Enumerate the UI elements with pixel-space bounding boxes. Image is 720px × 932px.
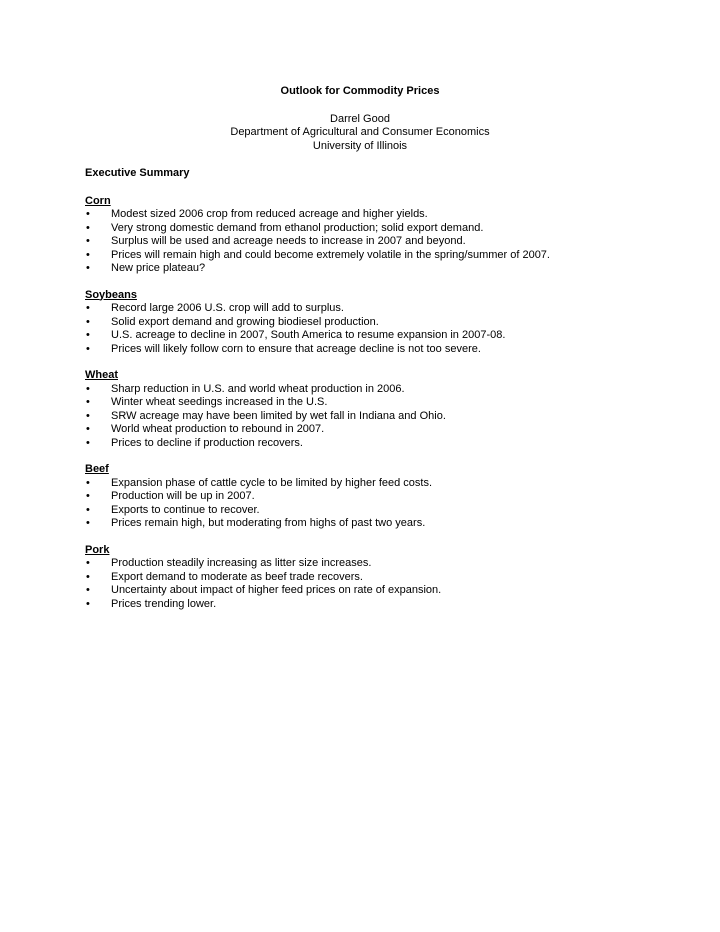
list-item [85, 208, 645, 222]
bullet-text: Prices trending lower. [111, 597, 217, 610]
bullet-icon: • [86, 597, 90, 610]
bullet-icon: • [86, 476, 90, 489]
bullet-icon: • [86, 235, 90, 247]
section-soybeans [85, 289, 645, 357]
bullet-text: Modest sized 2006 crop from reduced acreage and higher yields. [111, 208, 428, 220]
bullet-text: Expansion phase of cattle cycle to be limited by higher feed costs. [111, 476, 433, 489]
bullet-icon: • [86, 503, 90, 516]
bullet-text: Solid export demand and growing biodiesel production. [111, 315, 379, 328]
bullet-list-beef [85, 477, 645, 531]
sections-container [85, 195, 645, 612]
bullet-list-soybeans [85, 302, 645, 356]
section-wheat [85, 369, 645, 450]
list-item [85, 557, 645, 571]
section-heading-soybeans: Soybeans [85, 288, 137, 301]
document-body [85, 167, 645, 624]
bullet-icon: • [86, 570, 90, 583]
list-item [85, 343, 645, 357]
list-item [85, 598, 645, 612]
bullet-list-corn [85, 208, 645, 276]
bullet-icon: • [86, 396, 90, 408]
section-heading-pork: Pork [85, 543, 110, 556]
list-item [85, 396, 645, 410]
list-item [85, 584, 645, 598]
list-item [85, 571, 645, 585]
section-pork [85, 544, 645, 612]
bullet-text: Export demand to moderate as beef trade recovers. [111, 570, 363, 583]
list-item [85, 504, 645, 518]
bullet-icon: • [86, 490, 90, 502]
bullet-text: Record large 2006 U.S. crop will add to surplus. [111, 302, 344, 314]
bullet-text: U.S. acreage to decline in 2007, South America to resume expansion in 2007-08. [111, 329, 506, 341]
list-item [85, 329, 645, 343]
list-item [85, 517, 645, 531]
bullet-icon: • [86, 315, 90, 328]
author-name: Darrel Good [330, 112, 390, 125]
bullet-text: Very strong domestic demand from ethanol production; solid export demand. [111, 221, 484, 234]
bullet-list-pork [85, 557, 645, 611]
bullet-text: SRW acreage may have been limited by wet fall in Indiana and Ohio. [111, 409, 446, 422]
executive-summary-heading: Executive Summary [85, 167, 190, 179]
bullet-text: Prices remain high, but moderating from highs of past two years. [111, 517, 426, 529]
section-beef [85, 463, 645, 531]
bullet-icon: • [86, 409, 90, 422]
list-item [85, 490, 645, 504]
bullet-icon: • [86, 262, 90, 274]
bullet-text: Prices will likely follow corn to ensure that acreage decline is not too severe. [111, 342, 481, 355]
list-item [85, 222, 645, 236]
bullet-text: Production steadily increasing as litter size increases. [111, 557, 372, 569]
bullet-icon: • [86, 342, 90, 355]
section-corn [85, 195, 645, 276]
bullet-icon: • [86, 329, 90, 341]
bullet-text: Prices will remain high and could become extremely volatile in the spring/summer of 2007. [111, 248, 550, 261]
list-item [85, 235, 645, 249]
list-item [85, 262, 645, 276]
bullet-icon: • [86, 208, 90, 220]
list-item [85, 316, 645, 330]
author-department: Department of Agricultural and Consumer Economics [230, 126, 490, 138]
list-item [85, 437, 645, 451]
list-item [85, 477, 645, 491]
bullet-icon: • [86, 221, 90, 234]
bullet-icon: • [86, 557, 90, 569]
bullet-text: Sharp reduction in U.S. and world wheat production in 2006. [111, 382, 405, 395]
bullet-icon: • [86, 436, 90, 449]
list-item [85, 249, 645, 263]
list-item [85, 383, 645, 397]
bullet-icon: • [86, 248, 90, 261]
bullet-icon: • [86, 423, 90, 435]
document-header [0, 85, 720, 153]
bullet-text: Production will be up in 2007. [111, 490, 255, 502]
bullet-text: Winter wheat seedings increased in the U.S. [111, 396, 328, 408]
bullet-text: World wheat production to rebound in 2007. [111, 423, 325, 435]
bullet-text: Uncertainty about impact of higher feed prices on rate of expansion. [111, 584, 442, 596]
bullet-text: Prices to decline if production recovers. [111, 436, 303, 449]
bullet-text: Surplus will be used and acreage needs to increase in 2007 and beyond. [111, 235, 466, 247]
bullet-icon: • [86, 517, 90, 529]
bullet-text: New price plateau? [111, 262, 206, 274]
bullet-text: Exports to continue to recover. [111, 503, 260, 516]
document-title: Outlook for Commodity Prices [280, 85, 440, 97]
bullet-icon: • [86, 584, 90, 596]
list-item [85, 423, 645, 437]
bullet-icon: • [86, 302, 90, 314]
section-heading-wheat: Wheat [85, 369, 118, 381]
section-heading-beef: Beef [85, 463, 109, 475]
bullet-list-wheat [85, 383, 645, 451]
author-institution: University of Illinois [312, 139, 408, 152]
section-heading-corn: Corn [85, 194, 111, 207]
list-item [85, 302, 645, 316]
bullet-icon: • [86, 382, 90, 395]
list-item [85, 410, 645, 424]
